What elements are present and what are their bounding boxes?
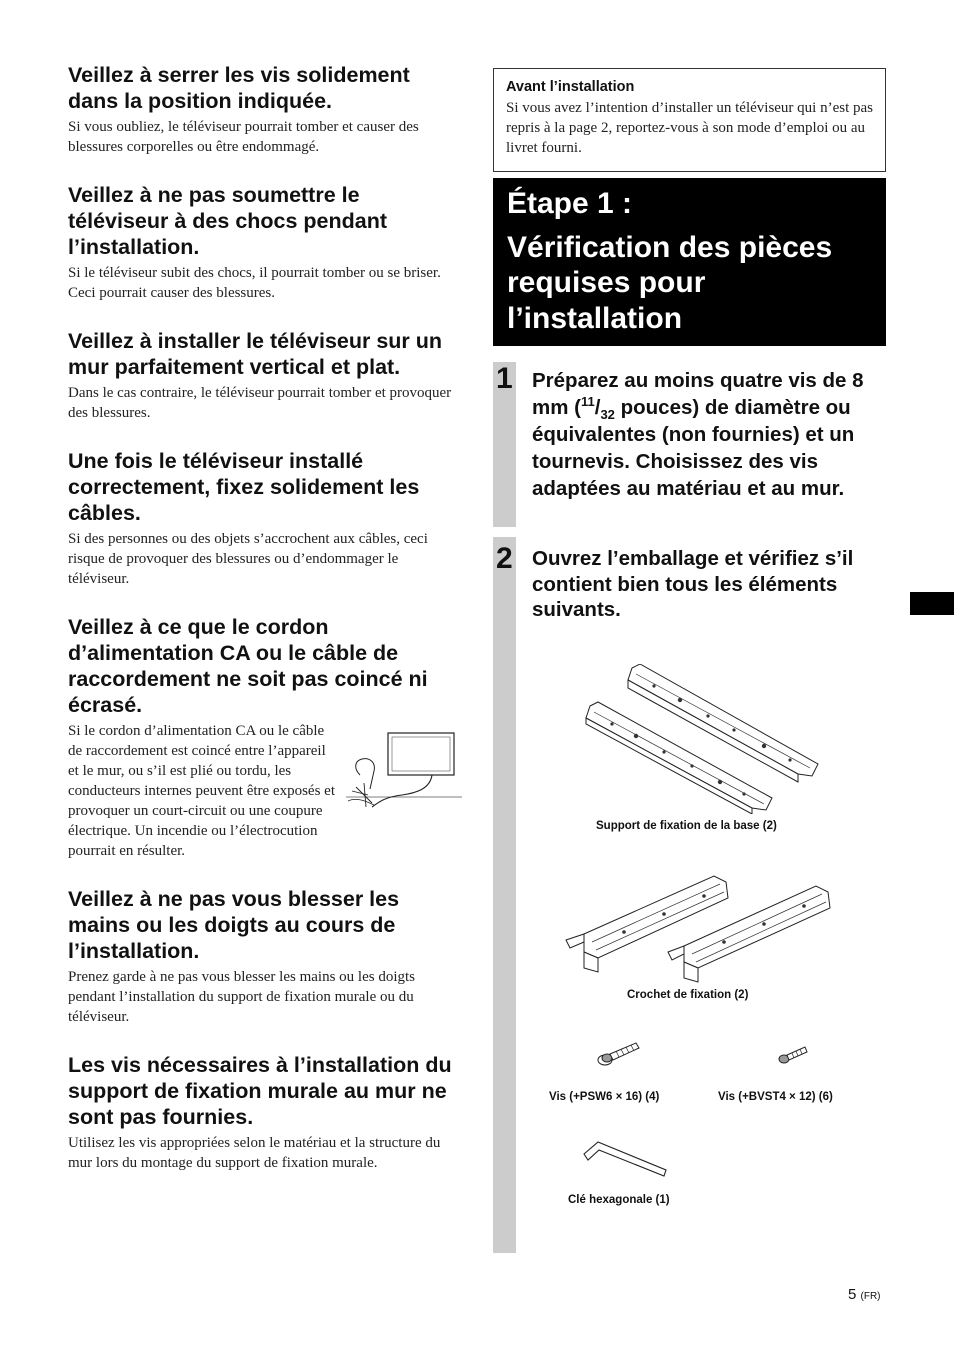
page-number-suffix: (FR)	[860, 1291, 881, 1302]
left-column	[68, 62, 460, 1198]
banner-step-label: Étape 1 :	[507, 187, 633, 220]
step-1-text-b: pouces) de diamètre ou équivalentes (non fournies) et un tournevis. Choisissez des vis adaptées au matériau et au mur.	[532, 396, 855, 500]
page-number-value: 5	[848, 1286, 857, 1303]
screw-psw6-illustration	[596, 1040, 640, 1068]
banner-step-title: Vérification des pièces requises pour l’installation	[507, 230, 833, 335]
warning-section-7	[68, 1052, 460, 1173]
page-number	[848, 1286, 881, 1303]
fraction-slash: /	[594, 396, 601, 419]
hex-key-caption: Clé hexagonale (1)	[568, 1194, 670, 1206]
language-tab-marker	[910, 592, 954, 615]
step-2-sidebar	[493, 537, 516, 1253]
step-2-text: Ouvrez l’emballage et vérifiez s’il contient bien tous les éléments suivants.	[532, 547, 854, 621]
warning-section-3	[68, 328, 460, 423]
step-2-number: 2	[496, 542, 513, 575]
cord-paragraph-wrap	[68, 721, 460, 861]
warning-section-2	[68, 182, 460, 303]
warning-body: Utilisez les vis appropriées selon le matériau et la structure du mur lors du montage du support de fixation murale.	[68, 1135, 441, 1171]
hook-caption: Crochet de fixation (2)	[627, 989, 749, 1001]
screw-bvst4-illustration	[778, 1044, 808, 1066]
warning-title: Veillez à ne pas vous blesser les mains ou les doigts au cours de l’installation.	[68, 887, 400, 963]
warning-body: Prenez garde à ne pas vous blesser les mains ou les doigts pendant l’installation du support de fixation murale ou du téléviseur.	[68, 969, 415, 1025]
warning-body: Si vous oubliez, le téléviseur pourrait tomber et causer des blessures corporelles ou être endommagé.	[68, 119, 419, 155]
hex-key-illustration	[582, 1140, 668, 1178]
note-title: Avant l’installation	[506, 79, 635, 95]
before-installation-note	[493, 68, 886, 172]
warning-body: Dans le cas contraire, le téléviseur pourrait tomber et provoquer des blessures.	[68, 385, 452, 421]
warning-body: Si le cordon d’alimentation CA ou le câble de raccordement est coincé entre l’appareil et le mur, ou s’il est plié ou tordu, les conducteurs internes peuvent être exposés et provoquer un court-circuit ou une coupure électrique. Un incendie ou l’électrocution pourrait en résulter.	[68, 723, 335, 859]
step-banner	[493, 178, 886, 346]
hook-illustration	[564, 872, 840, 984]
fraction-numerator: 11	[580, 394, 595, 410]
base-bracket-caption: Support de fixation de la base (2)	[596, 820, 777, 832]
warning-title: Veillez à serrer les vis solidement dans la position indiquée.	[68, 63, 410, 113]
warning-section-4	[68, 448, 460, 589]
fraction-denominator: 32	[600, 407, 615, 423]
warning-title: Veillez à ce que le cordon d’alimentation CA ou le câble de raccordement ne soit pas coincé ni écrasé.	[68, 615, 428, 717]
step-1-text	[532, 367, 886, 502]
base-bracket-illustration	[584, 664, 820, 814]
warning-title: Veillez à ne pas soumettre le téléviseur à des chocs pendant l’installation.	[68, 183, 388, 259]
warning-section-1	[68, 62, 460, 157]
note-body: Si vous avez l’intention d’installer un téléviseur qui n’est pas repris à la page 2, reportez-vous à son mode d’emploi ou au livret fourni.	[506, 100, 874, 156]
warning-title: Les vis nécessaires à l’installation du support de fixation murale au mur ne sont pas fournies.	[68, 1053, 452, 1129]
warning-body: Si des personnes ou des objets s’accrochent aux câbles, ceci risque de provoquer des blessures ou d’endommager le téléviseur.	[68, 531, 428, 587]
screw-bvst4-caption: Vis (+BVST4 × 12) (6)	[718, 1091, 833, 1103]
screw-psw6-caption: Vis (+PSW6 × 16) (4)	[549, 1091, 660, 1103]
warning-section-5	[68, 614, 460, 861]
warning-title: Une fois le téléviseur installé correctement, fixez solidement les câbles.	[68, 449, 420, 525]
tv-cord-illustration	[346, 731, 462, 811]
step-1-number: 1	[496, 362, 513, 395]
warning-section-6	[68, 886, 460, 1027]
step-1-text-a: Préparez au moins quatre vis de 8 mm (	[532, 369, 864, 419]
warning-body: Si le téléviseur subit des chocs, il pourrait tomber ou se briser. Ceci pourrait causer des blessures.	[68, 265, 441, 301]
warning-title: Veillez à installer le téléviseur sur un mur parfaitement vertical et plat.	[68, 329, 443, 379]
